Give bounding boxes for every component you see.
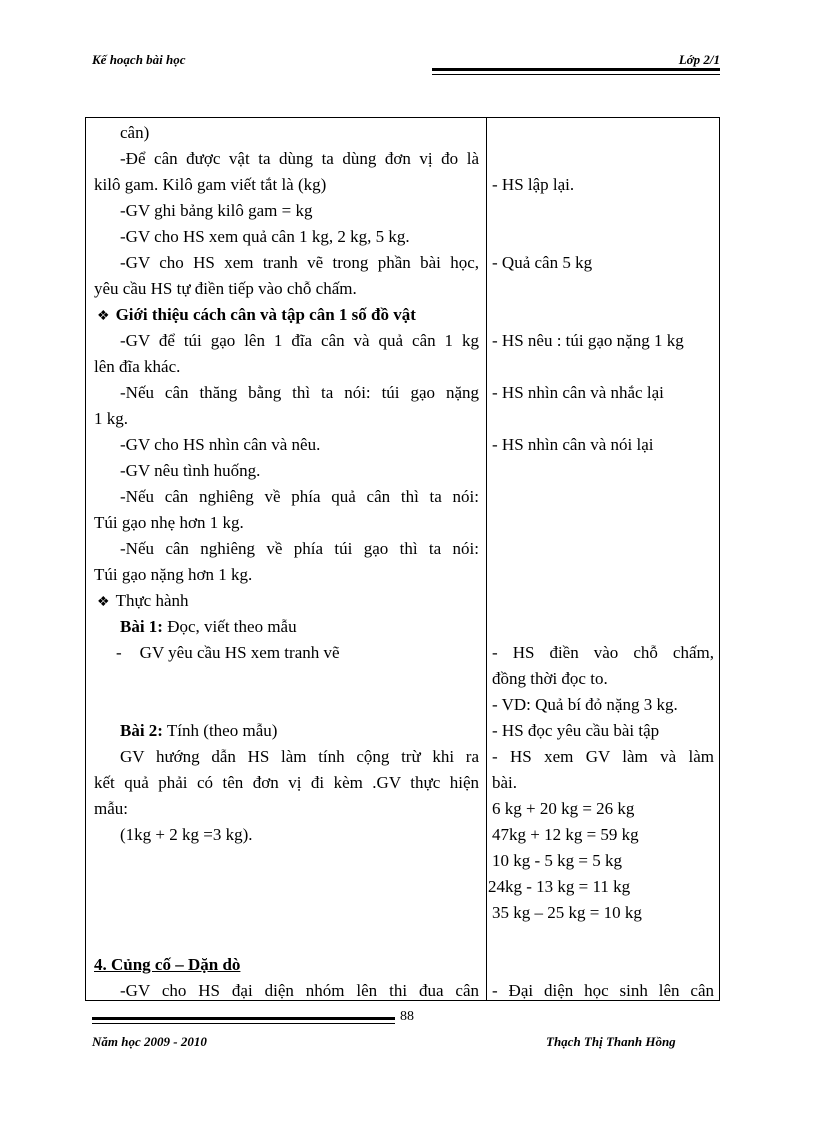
header-rule-thin	[432, 74, 720, 75]
section-heading: 4. Củng cố – Dặn dò	[94, 955, 241, 974]
text-line: -Nếu cân thăng bằng thì ta nói: túi gạo nặng	[120, 383, 479, 402]
diamond-bullet-icon: ❖	[97, 309, 110, 324]
page-number: 88	[400, 1009, 414, 1024]
exercise-desc: Tính (theo mẫu)	[162, 721, 278, 740]
text-line: -GV cho HS nhìn cân và nêu.	[120, 435, 321, 454]
text-line: lên đĩa khác.	[94, 357, 181, 376]
exercise-number: Bài 1:	[120, 617, 163, 636]
diamond-bullet-icon: ❖	[97, 595, 110, 610]
text-line: bài.	[492, 773, 518, 792]
text-line: Túi gạo nhẹ hơn 1 kg.	[94, 513, 244, 532]
footer-rule-thin	[92, 1023, 395, 1024]
math-line: 24kg - 13 kg = 11 kg	[488, 877, 631, 896]
header-rule	[432, 68, 720, 71]
header-class: Lớp 2/1	[678, 52, 720, 67]
math-line: 35 kg – 25 kg = 10 kg	[492, 903, 642, 922]
math-line: 6 kg + 20 kg = 26 kg	[492, 799, 635, 818]
text-line: -Nếu cân nghiêng về phía túi gạo thì ta nói:	[120, 539, 479, 558]
text-line: -GV nêu tình huống.	[120, 461, 261, 480]
text-line: - HS xem GV làm và làm	[492, 747, 714, 766]
column-divider	[486, 118, 487, 1000]
text-line: - Quả cân 5 kg	[492, 253, 593, 272]
section-heading-text: Thực hành	[115, 591, 189, 610]
text-line: đồng thời đọc to.	[492, 669, 608, 688]
list-item	[116, 640, 501, 666]
text-line: -GV cho HS xem tranh vẽ trong phần bài học,	[120, 253, 479, 272]
header-title: Kế hoạch bài học	[92, 52, 186, 67]
text-line: -GV ghi bảng kilô gam = kg	[120, 201, 313, 220]
footer-author: Thạch Thị Thanh Hồng	[546, 1034, 676, 1049]
section-heading	[97, 588, 482, 616]
text-line: kết quả phải có tên đơn vị đi kèm .GV thực hiện	[94, 773, 479, 792]
text-line: Túi gạo nặng hơn 1 kg.	[94, 565, 253, 584]
text-line: yêu cầu HS tự điền tiếp vào chỗ chấm.	[94, 279, 357, 298]
math-line: 10 kg - 5 kg = 5 kg	[492, 851, 622, 870]
exercise-title	[94, 614, 479, 640]
text-line: 1 kg.	[94, 409, 128, 428]
text-line: - VD: Quả bí đỏ nặng 3 kg.	[492, 695, 678, 714]
text-line: kilô gam. Kilô gam viết tắt là (kg)	[94, 175, 327, 194]
list-item-text: GV yêu cầu HS xem tranh vẽ	[139, 643, 340, 662]
text-line: - HS nêu : túi gạo nặng 1 kg	[492, 331, 684, 350]
text-line: cân)	[120, 123, 150, 142]
text-line: GV hướng dẫn HS làm tính cộng trừ khi ra	[120, 747, 479, 766]
text-line: (1kg + 2 kg =3 kg).	[120, 825, 253, 844]
text-line: -Nếu cân nghiêng về phía quả cân thì ta nói:	[120, 487, 479, 506]
section-heading	[97, 302, 482, 330]
section-heading-text: Giới thiệu cách cân và tập cân 1 số đồ vật	[115, 305, 416, 324]
text-line: - HS điền vào chỗ chấm,	[492, 643, 714, 662]
exercise-title	[94, 718, 479, 744]
math-line: 47kg + 12 kg = 59 kg	[492, 825, 639, 844]
dash-bullet: -	[116, 643, 122, 662]
text-line: -GV cho HS đại diện nhóm lên thi đua cân	[120, 981, 479, 1000]
lesson-table	[85, 117, 720, 1001]
text-line: -GV để túi gạo lên 1 đĩa cân và quả cân 1 kg	[120, 331, 479, 350]
text-line: -Để cân được vật ta dùng ta dùng đơn vị đo là	[120, 149, 479, 168]
text-line: mẫu:	[94, 799, 128, 818]
footer-school-year: Năm học 2009 - 2010	[92, 1034, 207, 1049]
text-line: - HS lập lại.	[492, 175, 575, 194]
text-line: - HS nhìn cân và nói lại	[492, 435, 654, 454]
text-line: - HS nhìn cân và nhắc lại	[492, 383, 664, 402]
text-line: - Đại diện học sinh lên cân	[492, 981, 714, 1000]
exercise-number: Bài 2:	[120, 721, 163, 740]
text-line: - HS đọc yêu cầu bài tập	[492, 721, 660, 740]
footer-rule	[92, 1017, 395, 1020]
text-line: -GV cho HS xem quả cân 1 kg, 2 kg, 5 kg.	[120, 227, 410, 246]
exercise-desc: Đọc, viết theo mẫu	[162, 617, 297, 636]
